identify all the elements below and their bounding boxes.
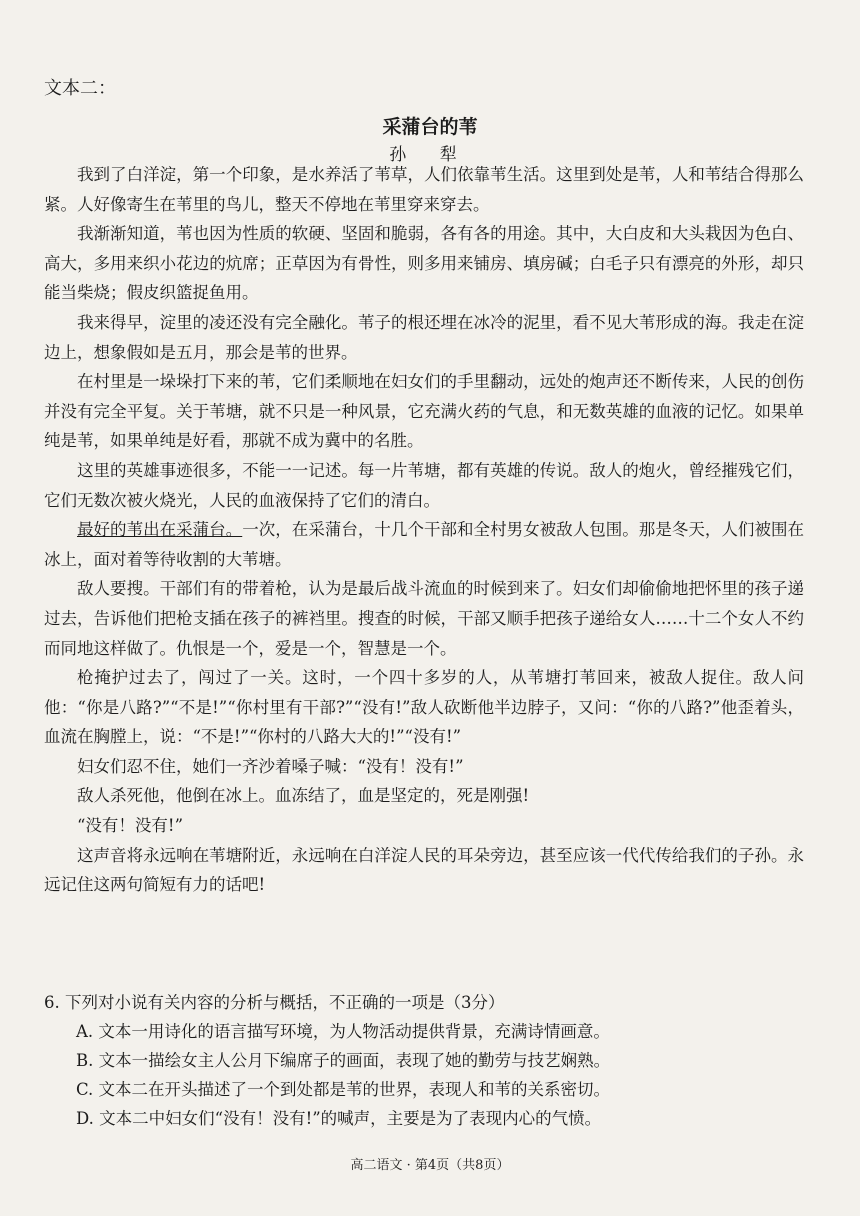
paragraph: 这里的英雄事迹很多，不能一一记述。每一片苇塘，都有英雄的传说。敌人的炮火，曾经摧残它们，它们无数次被火烧光，人民的血液保持了它们的清白。 — [44, 460, 804, 510]
paragraph: 在村里是一垛垛打下来的苇，它们柔顺地在妇女们的手里翻动，远处的炮声还不断传来，人民的创伤并没有完全平复。关于苇塘，就不只是一种风景，它充满火药的气息，和无数英雄的血液的记忆。如果单纯是苇，如果单纯是好看，那就不成为冀中的名胜。 — [44, 372, 804, 451]
paragraph: 我到了白洋淀，第一个印象，是水养活了苇草，人们依靠苇生活。这里到处是苇，人和苇结合得那么紧。人好像寄生在苇里的鸟儿，整天不停地在苇里穿来穿去。 — [44, 165, 804, 214]
option-c: C. 文本二在开头描述了一个到处都是苇的世界，表现人和苇的关系密切。 — [76, 1080, 611, 1099]
paragraph: 枪掩护过去了，闯过了一关。这时，一个四十多岁的人，从苇塘打苇回来，被敌人捉住。敌人问他：“你是八路?”“不是!”“你村里有干部?”“没有!”敌人砍断他半边脖子，又问：“你的八路?”他歪着头，血流在胸膛上，说：“不是!”“你村的八路大大的!”“没有!” — [44, 668, 804, 747]
article-author: 孙 犁 — [389, 145, 471, 165]
paragraph: 敌人要搜。干部们有的带着枪，认为是最后战斗流血的时候到来了。妇女们却偷偷地把怀里的孩子递过去，告诉他们把枪支插在孩子的裤裆里。搜查的时候，干部又顺手把孩子递给女人……十二个女人不约而同地这样做了。仇恨是一个，爱是一个，智慧是一个。 — [44, 579, 804, 658]
page-footer: 高二语文 · 第4页（共8页） — [350, 1158, 510, 1173]
paragraph: 我渐渐知道，苇也因为性质的软硬、坚固和脆弱，各有各的用途。其中，大白皮和大头栽因为色白、高大，多用来织小花边的炕席；正草因为有骨性，则多用来铺房、填房碱；白毛子只有漂亮的外形，却只能当柴烧；假皮织篮捉鱼用。 — [44, 224, 804, 303]
question-6 — [44, 988, 814, 1133]
paragraph: 妇女们忍不住，她们一齐沙着嗓子喊：“没有！没有!” — [77, 756, 464, 776]
article-title: 采蒲台的苇 — [382, 116, 478, 138]
paragraph: 我来得早，淀里的凌还没有完全融化。苇子的根还埋在冰冷的泥里，看不见大苇形成的海。我走在淀边上，想象假如是五月，那会是苇的世界。 — [44, 312, 804, 362]
question-stem: 6. 下列对小说有关内容的分析与概括，不正确的一项是（3分） — [44, 993, 505, 1012]
paragraph: 这声音将永远响在苇塘附近，永远响在白洋淀人民的耳朵旁边，甚至应该一代代传给我们的子孙。永远记住这两句简短有力的话吧! — [44, 845, 804, 895]
option-b: B. 文本一描绘女主人公月下编席子的画面，表现了她的勤劳与技艺娴熟。 — [76, 1051, 611, 1070]
option-d: D. 文本二中妇女们“没有！没有!”的喊声，主要是为了表现内心的气愤。 — [76, 1109, 602, 1128]
paragraph-rest: 一次，在采蒲台，十几个干部和全村男女被敌人包围。那是冬天，人们被围在冰上，面对着等待收割的大苇塘。 — [44, 520, 805, 569]
paragraph: “没有！没有!” — [77, 816, 184, 836]
option-a: A. 文本一用诗化的语言描写环境，为人物活动提供背景，充满诗情画意。 — [76, 1022, 610, 1041]
paragraph: 敌人杀死他，他倒在冰上。血冻结了，血是坚定的，死是刚强! — [77, 786, 530, 806]
article-body — [44, 160, 804, 900]
paragraph — [44, 515, 804, 574]
underlined-sentence: 最好的苇出在采蒲台。 — [77, 520, 243, 540]
section-label: 文本二： — [44, 78, 116, 99]
